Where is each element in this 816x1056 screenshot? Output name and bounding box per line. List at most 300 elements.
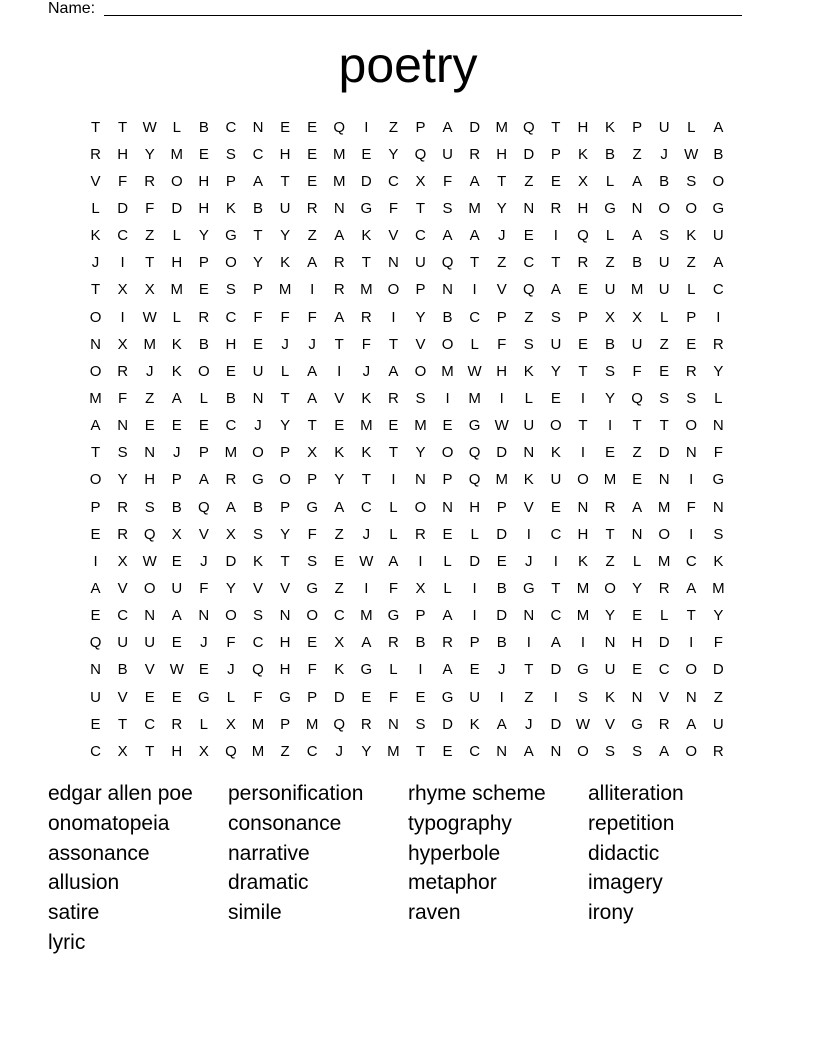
grid-letter: Y — [280, 525, 291, 543]
grid-letter: A — [550, 634, 561, 652]
grid-letter: F — [253, 688, 263, 706]
grid-letter: D — [442, 715, 453, 733]
grid-letter: V — [117, 579, 128, 597]
grid-letter: Q — [252, 661, 264, 679]
grid-letter: K — [469, 715, 480, 733]
grid-letter: J — [200, 634, 208, 652]
grid-letter: N — [604, 634, 616, 652]
word-list-item: repetition — [588, 811, 675, 835]
grid-letter: P — [686, 308, 697, 326]
grid-letter: L — [199, 715, 209, 733]
grid-letter: Q — [89, 634, 102, 652]
grid-letter: I — [472, 579, 477, 597]
grid-letter: M — [89, 389, 102, 407]
grid-letter: L — [443, 552, 452, 570]
grid-letter: R — [171, 715, 183, 733]
grid-letter: M — [143, 335, 156, 353]
grid-letter: X — [117, 742, 128, 760]
grid-letter: G — [604, 199, 616, 217]
grid-letter: V — [144, 661, 155, 679]
grid-letter: R — [198, 308, 210, 326]
grid-letter: I — [418, 552, 423, 570]
grid-letter: S — [659, 227, 670, 245]
grid-letter: H — [225, 335, 237, 353]
grid-letter: D — [117, 199, 129, 217]
grid-letter: C — [225, 308, 237, 326]
grid-letter: A — [334, 308, 345, 326]
grid-letter: T — [659, 417, 669, 435]
grid-letter: E — [171, 417, 182, 435]
grid-letter: Y — [388, 145, 399, 163]
grid-letter: E — [171, 688, 182, 706]
grid-letter: F — [388, 688, 398, 706]
grid-letter: A — [90, 417, 101, 435]
grid-letter: W — [359, 552, 374, 570]
grid-letter: O — [225, 607, 237, 625]
grid-letter: Q — [631, 389, 643, 407]
grid-letter: X — [605, 308, 616, 326]
grid-letter: L — [389, 525, 398, 543]
grid-letter: G — [279, 688, 291, 706]
grid-row — [82, 521, 732, 548]
grid-row — [82, 358, 732, 385]
grid-letter: T — [605, 525, 615, 543]
grid-letter: N — [90, 661, 101, 679]
grid-letter: M — [224, 444, 238, 462]
grid-letter: G — [631, 715, 643, 733]
grid-letter: R — [577, 254, 589, 272]
grid-letter: A — [659, 742, 670, 760]
grid-letter: A — [334, 498, 345, 516]
grid-letter: X — [334, 634, 345, 652]
grid-letter: N — [117, 417, 129, 435]
grid-letter: E — [442, 525, 453, 543]
grid-letter: E — [388, 417, 399, 435]
grid-letter: R — [469, 145, 481, 163]
grid-letter: C — [225, 417, 237, 435]
grid-row — [82, 575, 732, 602]
grid-letter: O — [550, 417, 562, 435]
grid-letter: R — [442, 634, 453, 652]
grid-letter: P — [171, 471, 182, 489]
grid-letter: M — [603, 471, 617, 489]
grid-letter: W — [142, 552, 157, 570]
grid-letter: G — [522, 579, 535, 597]
grid-letter: D — [550, 715, 562, 733]
grid-letter: T — [90, 281, 101, 299]
grid-letter: M — [468, 389, 481, 407]
grid-letter: I — [364, 118, 369, 136]
grid-letter: M — [251, 742, 265, 760]
grid-letter: O — [604, 579, 616, 597]
grid-letter: E — [496, 552, 507, 570]
grid-letter: M — [657, 552, 671, 570]
grid-letter: L — [172, 118, 181, 136]
grid-letter: R — [360, 308, 372, 326]
grid-row — [82, 304, 732, 331]
grid-letter: A — [469, 227, 480, 245]
grid-letter: J — [497, 227, 506, 245]
grid-letter: P — [496, 498, 507, 516]
grid-letter: I — [689, 525, 694, 543]
grid-letter: R — [117, 498, 129, 516]
grid-letter: Z — [280, 742, 290, 760]
grid-letter: E — [144, 417, 155, 435]
grid-letter: B — [225, 389, 236, 407]
grid-letter: G — [360, 199, 373, 217]
grid-letter: M — [576, 607, 590, 625]
grid-letter: V — [280, 579, 291, 597]
grid-letter: H — [171, 254, 183, 272]
grid-letter: H — [496, 362, 508, 380]
grid-letter: K — [171, 362, 182, 380]
grid-letter: I — [364, 579, 369, 597]
grid-letter: D — [523, 145, 535, 163]
grid-letter: W — [467, 362, 482, 380]
grid-letter: H — [171, 742, 183, 760]
grid-letter: L — [660, 607, 669, 625]
grid-letter: B — [253, 498, 264, 516]
grid-letter: N — [631, 199, 643, 217]
grid-letter: L — [470, 525, 479, 543]
grid-letter: L — [280, 362, 290, 380]
grid-row — [82, 385, 732, 412]
grid-letter: A — [361, 634, 372, 652]
grid-letter: X — [225, 525, 236, 543]
grid-letter: B — [171, 498, 182, 516]
grid-letter: O — [89, 471, 102, 489]
grid-letter: P — [442, 471, 453, 489]
grid-letter: N — [442, 281, 453, 299]
grid-letter: S — [550, 308, 561, 326]
grid-row — [82, 250, 732, 277]
grid-letter: E — [198, 281, 209, 299]
grid-letter: X — [198, 742, 209, 760]
grid-letter: I — [418, 661, 423, 679]
word-list-item: metaphor — [408, 871, 497, 895]
grid-letter: F — [118, 389, 128, 407]
grid-letter: A — [334, 227, 345, 245]
grid-letter: B — [198, 118, 209, 136]
grid-letter: Y — [253, 254, 264, 272]
grid-letter: K — [171, 335, 182, 353]
grid-letter: U — [252, 362, 264, 380]
grid-letter: A — [442, 607, 453, 625]
grid-letter: O — [279, 471, 291, 489]
grid-letter: T — [388, 335, 398, 353]
grid-letter: U — [712, 227, 724, 245]
grid-letter: E — [659, 362, 670, 380]
grid-letter: E — [90, 525, 101, 543]
grid-letter: E — [334, 552, 345, 570]
grid-letter: S — [415, 389, 426, 407]
grid-letter: S — [225, 145, 236, 163]
grid-letter: O — [685, 199, 698, 217]
grid-letter: A — [253, 172, 264, 190]
grid-letter: A — [469, 172, 480, 190]
grid-letter: A — [171, 389, 182, 407]
grid-letter: B — [117, 661, 128, 679]
grid-letter: A — [442, 661, 453, 679]
grid-letter: J — [362, 525, 371, 543]
grid-letter: K — [577, 552, 588, 570]
grid-letter: C — [523, 254, 535, 272]
grid-letter: E — [171, 634, 182, 652]
grid-letter: D — [496, 525, 508, 543]
grid-letter: I — [580, 444, 586, 462]
grid-letter: C — [387, 172, 399, 190]
grid-letter: U — [523, 417, 535, 435]
grid-letter: V — [388, 227, 399, 245]
grid-letter: B — [659, 172, 670, 190]
grid-letter: O — [441, 444, 454, 462]
grid-letter: E — [307, 145, 318, 163]
grid-letter: J — [145, 362, 154, 380]
grid-letter: X — [577, 172, 588, 190]
grid-letter: Z — [524, 688, 534, 706]
grid-letter: P — [225, 172, 236, 190]
grid-letter: Y — [117, 471, 128, 489]
grid-letter: R — [333, 254, 345, 272]
grid-letter: I — [580, 634, 586, 652]
grid-letter: E — [361, 688, 372, 706]
grid-letter: A — [632, 227, 643, 245]
grid-letter: D — [550, 661, 562, 679]
grid-letter: I — [580, 389, 586, 407]
grid-letter: L — [443, 579, 452, 597]
grid-letter: T — [686, 607, 696, 625]
grid-letter: K — [361, 444, 372, 462]
grid-letter: F — [388, 579, 398, 597]
grid-letter: Q — [577, 227, 589, 245]
grid-letter: E — [90, 715, 101, 733]
grid-letter: F — [307, 308, 317, 326]
grid-letter: C — [225, 118, 237, 136]
grid-letter: N — [631, 688, 643, 706]
grid-letter: N — [712, 417, 724, 435]
grid-letter: V — [415, 335, 426, 353]
grid-letter: C — [658, 661, 670, 679]
grid-letter: V — [496, 281, 507, 299]
grid-letter: O — [577, 471, 589, 489]
grid-row — [82, 738, 732, 765]
grid-letter: I — [499, 389, 504, 407]
grid-letter: X — [144, 281, 155, 299]
grid-letter: E — [225, 362, 236, 380]
name-label: Name: — [48, 0, 96, 17]
grid-letter: C — [550, 607, 562, 625]
grid-letter: S — [605, 362, 616, 380]
grid-row — [82, 494, 732, 521]
grid-letter: L — [199, 389, 209, 407]
grid-row — [82, 413, 732, 440]
grid-letter: F — [226, 634, 236, 652]
grid-letter: F — [713, 444, 723, 462]
grid-letter: F — [497, 335, 507, 353]
grid-letter: K — [713, 552, 724, 570]
grid-letter: E — [523, 227, 534, 245]
grid-letter: L — [389, 661, 398, 679]
grid-letter: I — [716, 308, 721, 326]
word-list-item: alliteration — [588, 782, 684, 805]
grid-letter: B — [253, 199, 264, 217]
grid-letter: S — [225, 281, 236, 299]
grid-letter: Y — [225, 579, 236, 597]
grid-letter: T — [388, 444, 398, 462]
grid-letter: T — [280, 172, 290, 190]
grid-letter: Z — [632, 444, 642, 462]
grid-letter: I — [526, 525, 531, 543]
grid-letter: I — [120, 308, 125, 326]
grid-letter: P — [253, 281, 264, 299]
page-title: poetry — [338, 37, 478, 93]
grid-letter: V — [334, 389, 345, 407]
grid-letter: T — [90, 444, 101, 462]
grid-letter: H — [496, 145, 508, 163]
grid-letter: N — [387, 715, 399, 733]
grid-letter: L — [172, 308, 181, 326]
grid-letter: U — [469, 688, 481, 706]
grid-letter: I — [526, 634, 531, 652]
grid-letter: D — [712, 661, 724, 679]
grid-letter: R — [306, 199, 318, 217]
grid-letter: J — [308, 335, 316, 353]
grid-letter: C — [415, 227, 426, 245]
grid-letter: R — [415, 525, 426, 543]
grid-letter: L — [226, 688, 236, 706]
grid-letter: T — [118, 715, 128, 733]
grid-letter: L — [172, 227, 181, 245]
grid-letter: F — [307, 661, 317, 679]
grid-letter: N — [523, 607, 535, 625]
grid-letter: K — [361, 227, 372, 245]
grid-letter: C — [469, 742, 481, 760]
grid-letter: T — [90, 118, 101, 136]
grid-letter: U — [631, 335, 643, 353]
grid-letter: W — [169, 661, 184, 679]
grid-letter: S — [253, 525, 264, 543]
grid-letter: M — [414, 417, 427, 435]
grid-letter: I — [472, 607, 477, 625]
grid-letter: X — [415, 172, 426, 190]
grid-letter: A — [388, 552, 399, 570]
grid-letter: L — [91, 199, 100, 217]
grid-letter: K — [550, 444, 561, 462]
grid-letter: C — [117, 227, 129, 245]
grid-letter: E — [90, 607, 101, 625]
grid-row — [82, 467, 732, 494]
grid-letter: E — [307, 634, 318, 652]
grid-letter: P — [469, 634, 480, 652]
grid-letter: R — [712, 335, 724, 353]
grid-letter: A — [632, 172, 643, 190]
grid-letter: Z — [307, 227, 317, 245]
grid-letter: K — [577, 145, 588, 163]
grid-letter: Q — [468, 444, 481, 462]
grid-letter: S — [659, 389, 670, 407]
grid-letter: S — [632, 742, 643, 760]
grid-letter: G — [252, 471, 264, 489]
grid-letter: I — [391, 471, 396, 489]
grid-letter: T — [551, 579, 561, 597]
grid-letter: F — [280, 308, 290, 326]
grid-letter: Z — [632, 145, 642, 163]
grid-letter: Z — [497, 254, 507, 272]
grid-letter: K — [605, 688, 616, 706]
grid-letter: M — [495, 118, 508, 136]
grid-letter: M — [387, 742, 400, 760]
grid-letter: H — [577, 525, 589, 543]
grid-letter: Y — [198, 227, 209, 245]
grid-letter: Z — [145, 227, 155, 245]
grid-letter: D — [658, 444, 670, 462]
grid-letter: H — [577, 118, 589, 136]
word-list-item: typography — [408, 811, 512, 835]
grid-letter: G — [468, 417, 481, 435]
grid-letter: A — [307, 389, 318, 407]
grid-letter: N — [252, 389, 264, 407]
grid-letter: N — [523, 199, 535, 217]
grid-letter: J — [227, 661, 235, 679]
grid-letter: Y — [550, 362, 561, 380]
grid-letter: K — [523, 362, 534, 380]
grid-letter: Y — [334, 471, 345, 489]
grid-letter: A — [388, 362, 399, 380]
grid-letter: A — [225, 498, 236, 516]
grid-letter: K — [361, 389, 372, 407]
grid-letter: M — [657, 498, 671, 516]
grid-letter: C — [360, 498, 372, 516]
grid-letter: F — [307, 525, 317, 543]
grid-letter: E — [307, 172, 318, 190]
grid-letter: H — [469, 498, 481, 516]
grid-letter: A — [523, 742, 534, 760]
grid-letter: E — [253, 335, 264, 353]
grid-letter: V — [523, 498, 534, 516]
grid-letter: W — [494, 417, 509, 435]
grid-letter: H — [117, 145, 129, 163]
grid-letter: B — [605, 145, 616, 163]
grid-letter: E — [605, 444, 616, 462]
grid-letter: A — [496, 715, 507, 733]
grid-letter: D — [469, 118, 481, 136]
grid-letter: M — [441, 362, 454, 380]
grid-letter: Z — [686, 254, 696, 272]
grid-letter: O — [89, 308, 102, 326]
grid-letter: F — [361, 335, 371, 353]
grid-letter: O — [685, 661, 698, 679]
grid-letter: M — [278, 281, 292, 299]
grid-letter: J — [362, 362, 371, 380]
grid-letter: O — [414, 362, 427, 380]
grid-letter: P — [280, 444, 291, 462]
grid-letter: Z — [659, 335, 669, 353]
grid-letter: J — [254, 417, 262, 435]
grid-letter: E — [280, 118, 291, 136]
grid-letter: A — [307, 254, 318, 272]
grid-letter: L — [605, 227, 615, 245]
grid-letter: N — [198, 607, 210, 625]
grid-letter: E — [198, 661, 209, 679]
grid-letter: I — [391, 308, 396, 326]
grid-letter: G — [577, 661, 589, 679]
grid-letter: G — [306, 579, 318, 597]
grid-letter: L — [714, 389, 723, 407]
grid-letter: Y — [496, 199, 507, 217]
grid-letter: P — [415, 607, 426, 625]
grid-letter: M — [332, 172, 346, 190]
grid-letter: M — [712, 579, 725, 597]
